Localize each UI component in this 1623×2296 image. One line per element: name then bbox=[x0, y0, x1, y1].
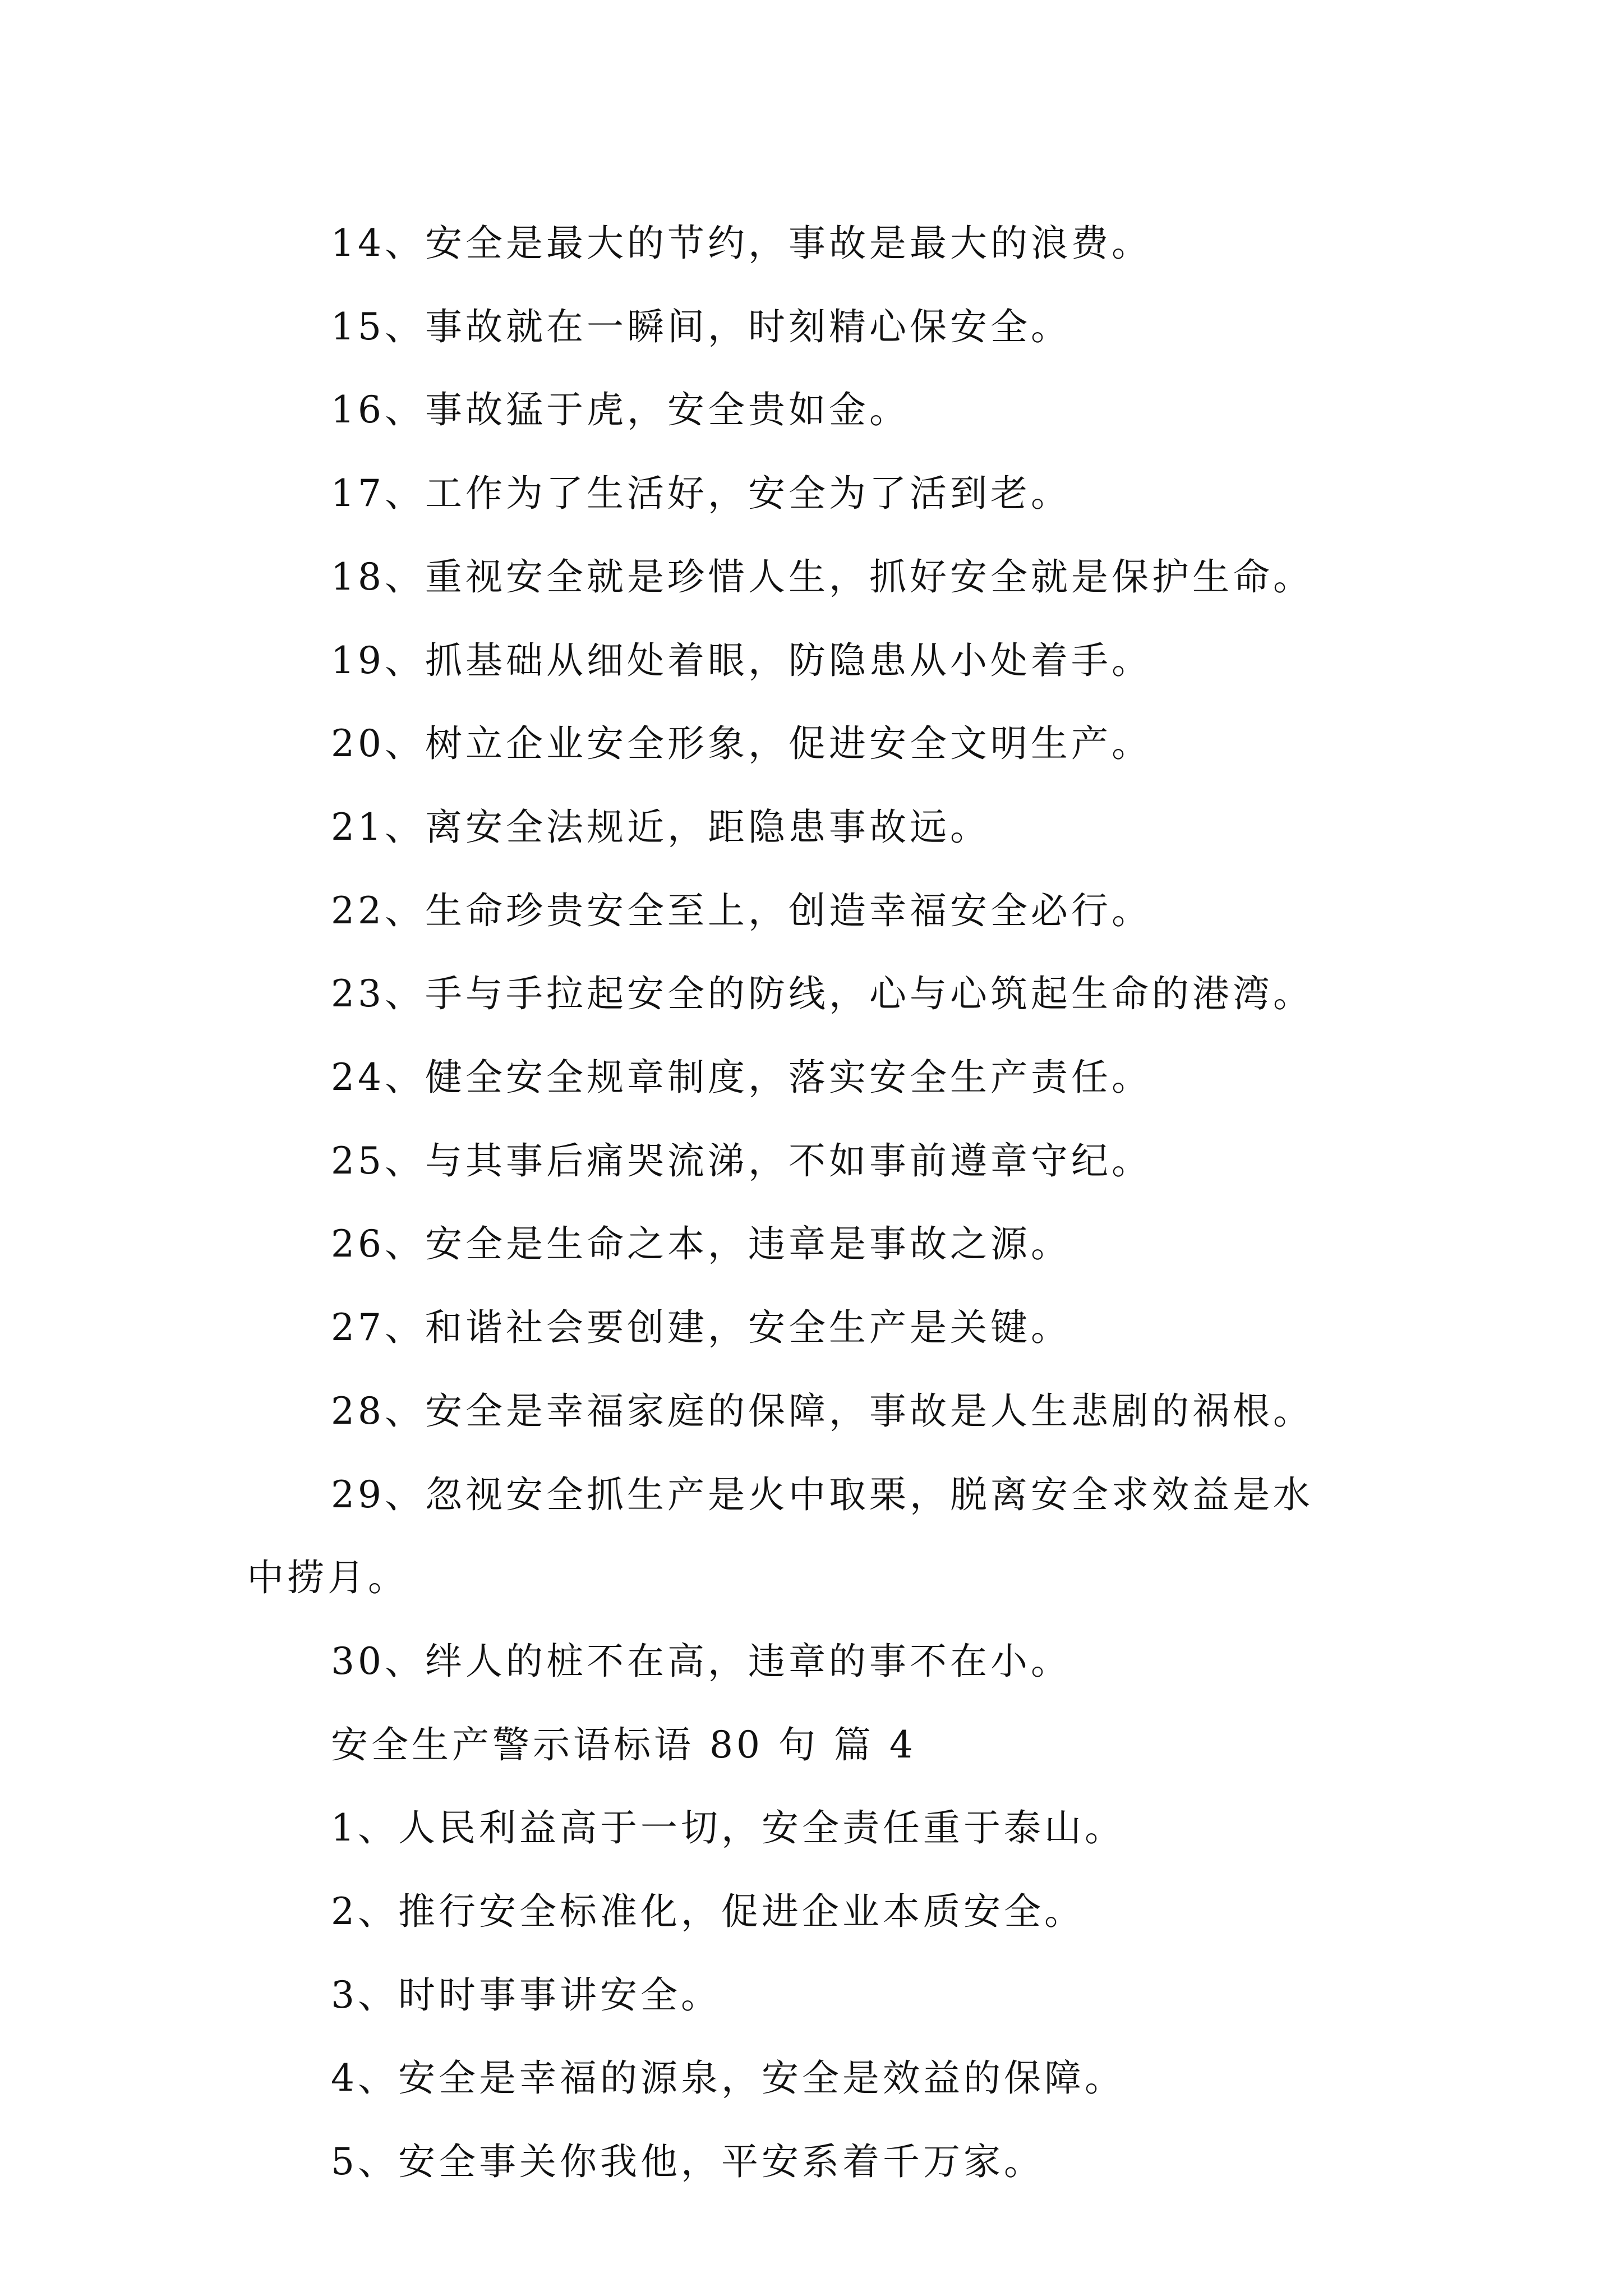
list-item: 27、和谐社会要创建，安全生产是关键。 bbox=[331, 1306, 1071, 1350]
list-item: 14、安全是最大的节约，事故是最大的浪费。 bbox=[331, 222, 1152, 265]
list-item: 30、绊人的桩不在高，违章的事不在小。 bbox=[331, 1639, 1071, 1683]
list-item: 26、安全是生命之本，违章是事故之源。 bbox=[331, 1222, 1071, 1266]
list-item: 16、事故猛于虎，安全贵如金。 bbox=[331, 388, 910, 432]
list-item: 3、时时事事讲安全。 bbox=[331, 1973, 721, 2017]
list-item: 23、手与手拉起安全的防线，心与心筑起生命的港湾。 bbox=[331, 972, 1313, 1016]
list-item: 17、工作为了生活好，安全为了活到老。 bbox=[331, 472, 1071, 516]
list-item: 22、生命珍贵安全至上，创造幸福安全必行。 bbox=[331, 889, 1152, 932]
list-item: 15、事故就在一瞬间，时刻精心保安全。 bbox=[331, 305, 1071, 348]
list-item: 29、忽视安全抓生产是火中取栗，脱离安全求效益是水 bbox=[331, 1473, 1313, 1516]
list-item: 20、树立企业安全形象，促进安全文明生产。 bbox=[331, 722, 1152, 766]
list-item: 1、人民利益高于一切，安全责任重于泰山。 bbox=[331, 1806, 1125, 1850]
list-item: 2、推行安全标准化，促进企业本质安全。 bbox=[331, 1890, 1085, 1934]
list-item: 21、离安全法规近，距隐患事故远。 bbox=[331, 805, 990, 849]
section-heading: 安全生产警示语标语 80 句 篇 4 bbox=[331, 1723, 916, 1766]
list-item: 18、重视安全就是珍惜人生，抓好安全就是保护生命。 bbox=[331, 555, 1313, 599]
list-item: 25、与其事后痛哭流涕，不如事前遵章守纪。 bbox=[331, 1139, 1152, 1182]
document-body bbox=[247, 202, 1436, 2204]
list-item: 28、安全是幸福家庭的保障，事故是人生悲剧的祸根。 bbox=[331, 1389, 1313, 1433]
list-item-continuation: 中捞月。 bbox=[247, 1556, 408, 1600]
list-item: 24、健全安全规章制度，落实安全生产责任。 bbox=[331, 1056, 1152, 1099]
list-item: 5、安全事关你我他，平安系着千万家。 bbox=[331, 2140, 1044, 2184]
list-item: 4、安全是幸福的源泉，安全是效益的保障。 bbox=[331, 2056, 1125, 2100]
list-item: 19、抓基础从细处着眼，防隐患从小处着手。 bbox=[331, 638, 1152, 682]
